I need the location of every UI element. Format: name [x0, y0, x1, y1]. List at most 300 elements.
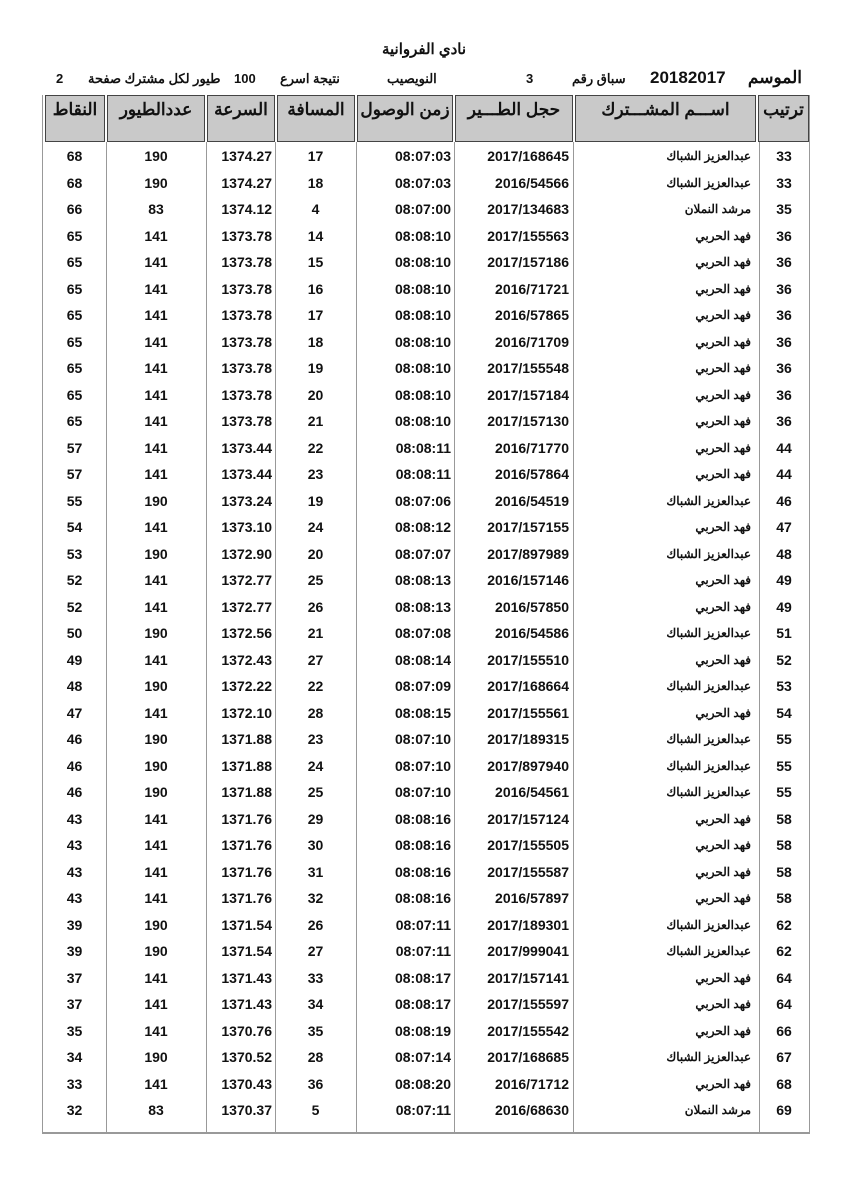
- table-row: [43, 991, 809, 1018]
- cell-ring: 2016/54561: [495, 784, 569, 800]
- cell-speed: 1370.52: [221, 1049, 272, 1065]
- cell-bird-count: 141: [144, 863, 168, 880]
- cell-participant: فهد الحربي: [695, 864, 751, 879]
- cell-arrival-time: 08:08:10: [394, 333, 451, 350]
- cell-points: 50: [66, 625, 83, 641]
- cell-points: 43: [66, 890, 83, 906]
- cell-arrival-time: 08:08:17: [394, 969, 451, 986]
- cell-distance: 31: [307, 863, 324, 880]
- cell-distance: 28: [307, 1049, 324, 1065]
- cell-bird-count: 190: [144, 492, 168, 509]
- cell-bird-count: 83: [148, 201, 164, 217]
- cell-points: 65: [66, 386, 83, 403]
- cell-speed: 1371.76: [221, 810, 272, 827]
- table-row: [43, 647, 809, 674]
- table-row: [43, 223, 809, 250]
- cell-bird-count: 141: [144, 439, 168, 456]
- cell-participant: فهد الحربي: [695, 361, 751, 375]
- cell-distance: 25: [307, 572, 324, 588]
- cell-rank: 49: [776, 572, 792, 588]
- cell-rank: 58: [776, 837, 792, 853]
- cell-distance: 17: [307, 307, 324, 323]
- cell-arrival-time: 08:07:11: [395, 916, 451, 933]
- cell-arrival-time: 08:07:09: [394, 678, 451, 694]
- cell-participant: فهد الحربي: [695, 970, 751, 985]
- cell-ring: 2016/71770: [495, 439, 569, 456]
- cell-distance: 16: [307, 280, 324, 297]
- table-row: [43, 753, 809, 780]
- cell-bird-count: 141: [144, 598, 168, 615]
- page-number: 2: [56, 71, 64, 86]
- col-header-bird-count: عددالطيور: [107, 95, 205, 142]
- cell-speed: 1371.43: [221, 969, 272, 986]
- cell-rank: 33: [776, 148, 792, 164]
- cell-points: 55: [66, 492, 83, 509]
- cell-participant: فهد الحربي: [695, 573, 751, 587]
- cell-distance: 23: [307, 731, 324, 747]
- cell-participant: عبدالعزيز الشباك: [666, 944, 751, 958]
- cell-rank: 58: [776, 863, 792, 880]
- cell-arrival-time: 08:08:16: [394, 810, 451, 827]
- cell-speed: 1371.76: [221, 863, 272, 880]
- cell-distance: 22: [307, 678, 324, 694]
- cell-speed: 1373.78: [221, 254, 272, 270]
- cell-bird-count: 141: [144, 969, 168, 986]
- cell-points: 57: [66, 466, 83, 482]
- cell-points: 68: [66, 148, 83, 164]
- cell-distance: 21: [307, 413, 324, 429]
- race-label: سباق رقم: [572, 71, 626, 86]
- cell-speed: 1373.44: [221, 439, 272, 456]
- cell-distance: 25: [307, 784, 324, 800]
- cell-participant: فهد الحربي: [695, 705, 751, 720]
- results-table: [42, 95, 810, 1134]
- season-label: الموسم: [747, 68, 802, 87]
- cell-participant: عبدالعزيز الشباك: [666, 785, 751, 799]
- cell-ring: 2016/57864: [495, 466, 569, 482]
- cell-arrival-time: 08:08:16: [394, 863, 451, 880]
- cell-distance: 36: [307, 1075, 324, 1092]
- cell-participant: فهد الحربي: [695, 387, 751, 402]
- cell-participant: فهد الحربي: [695, 811, 751, 826]
- cell-points: 65: [66, 254, 83, 270]
- cell-ring: 2017/155563: [487, 227, 569, 244]
- cell-rank: 36: [776, 386, 792, 403]
- cell-arrival-time: 08:07:14: [394, 1049, 451, 1065]
- cell-arrival-time: 08:07:10: [394, 784, 451, 800]
- table-row: [43, 620, 809, 647]
- cell-speed: 1373.78: [221, 386, 272, 403]
- cell-speed: 1374.12: [221, 201, 272, 217]
- cell-points: 47: [66, 704, 83, 721]
- cell-points: 57: [66, 439, 83, 456]
- cell-rank: 36: [776, 360, 792, 376]
- cell-bird-count: 190: [144, 545, 168, 562]
- cell-rank: 54: [776, 704, 792, 721]
- cell-points: 65: [66, 307, 83, 323]
- cell-points: 66: [66, 201, 83, 217]
- cell-rank: 58: [776, 810, 792, 827]
- cell-rank: 66: [776, 1022, 792, 1039]
- cell-distance: 27: [307, 943, 324, 959]
- col-header-arrival-time: زمن الوصول: [357, 95, 453, 142]
- cell-speed: 1373.10: [221, 519, 272, 535]
- cell-arrival-time: 08:07:07: [394, 545, 451, 562]
- cell-speed: 1370.37: [221, 1102, 272, 1118]
- cell-points: 65: [66, 227, 83, 244]
- cell-bird-count: 141: [144, 280, 168, 297]
- cell-ring: 2017/155510: [487, 651, 569, 668]
- table-row: [43, 276, 809, 303]
- cell-bird-count: 141: [144, 413, 168, 429]
- cell-participant: مرشد النملان: [684, 1103, 751, 1117]
- table-row: [43, 779, 809, 806]
- cell-speed: 1370.76: [221, 1022, 272, 1039]
- cell-ring: 2016/68630: [495, 1102, 569, 1118]
- cell-arrival-time: 08:08:20: [394, 1075, 451, 1092]
- cell-distance: 35: [307, 1022, 324, 1039]
- cell-participant: عبدالعزيز الشباك: [666, 626, 751, 640]
- cell-speed: 1373.24: [221, 492, 272, 509]
- cell-rank: 55: [776, 784, 792, 800]
- cell-points: 43: [66, 837, 83, 853]
- cell-distance: 17: [307, 148, 324, 164]
- cell-speed: 1372.77: [221, 572, 272, 588]
- cell-rank: 35: [776, 201, 792, 217]
- table-row: [43, 541, 809, 568]
- cell-participant: عبدالعزيز الشباك: [666, 679, 751, 693]
- cell-arrival-time: 08:08:16: [394, 837, 451, 853]
- cell-arrival-time: 08:07:10: [394, 731, 451, 747]
- cell-rank: 36: [776, 307, 792, 323]
- table-row: [43, 1018, 809, 1045]
- cell-distance: 21: [307, 625, 324, 641]
- table-row: [43, 461, 809, 488]
- cell-rank: 64: [776, 996, 792, 1012]
- cell-bird-count: 141: [144, 837, 168, 853]
- cell-bird-count: 141: [144, 996, 168, 1012]
- cell-bird-count: 190: [144, 148, 168, 164]
- cell-speed: 1372.43: [221, 651, 272, 668]
- table-row: [43, 249, 809, 276]
- cell-participant: فهد الحربي: [695, 1023, 751, 1038]
- cell-rank: 48: [776, 545, 792, 562]
- cell-points: 34: [66, 1049, 83, 1065]
- cell-speed: 1372.22: [221, 678, 272, 694]
- cell-speed: 1373.78: [221, 333, 272, 350]
- table-row: [43, 488, 809, 515]
- cell-rank: 44: [776, 466, 792, 482]
- cell-arrival-time: 08:08:15: [394, 704, 451, 721]
- cell-bird-count: 190: [144, 1049, 168, 1065]
- cell-distance: 29: [307, 810, 324, 827]
- cell-speed: 1372.10: [221, 704, 272, 721]
- cell-rank: 33: [776, 174, 792, 191]
- table-row: [43, 196, 809, 223]
- cell-bird-count: 190: [144, 731, 168, 747]
- cell-bird-count: 141: [144, 466, 168, 482]
- cell-rank: 67: [776, 1049, 792, 1065]
- table-row: [43, 1044, 809, 1071]
- cell-bird-count: 141: [144, 254, 168, 270]
- cell-participant: فهد الحربي: [695, 281, 751, 296]
- cell-ring: 2017/134683: [487, 201, 569, 217]
- cell-distance: 26: [307, 598, 324, 615]
- cell-bird-count: 141: [144, 890, 168, 906]
- cell-points: 65: [66, 413, 83, 429]
- cell-rank: 55: [776, 731, 792, 747]
- result-label: نتيجة اسرع: [280, 71, 340, 86]
- cell-arrival-time: 08:08:17: [394, 996, 451, 1012]
- cell-arrival-time: 08:07:03: [394, 148, 451, 164]
- cell-ring: 2016/157146: [487, 572, 569, 588]
- table-row: [43, 594, 809, 621]
- cell-ring: 2016/71709: [495, 333, 569, 350]
- cell-distance: 18: [307, 333, 324, 350]
- cell-rank: 47: [776, 519, 792, 535]
- cell-bird-count: 141: [144, 1022, 168, 1039]
- cell-bird-count: 141: [144, 1075, 168, 1092]
- cell-arrival-time: 08:08:14: [394, 651, 451, 668]
- cell-distance: 20: [307, 545, 324, 562]
- cell-participant: فهد الحربي: [695, 228, 751, 243]
- race-location: النويصيب: [387, 71, 437, 86]
- cell-participant: فهد الحربي: [695, 255, 751, 269]
- cell-rank: 58: [776, 890, 792, 906]
- cell-bird-count: 141: [144, 810, 168, 827]
- cell-participant: عبدالعزيز الشباك: [666, 149, 751, 163]
- cell-points: 46: [66, 784, 83, 800]
- cell-points: 43: [66, 810, 83, 827]
- cell-participant: عبدالعزيز الشباك: [666, 758, 751, 773]
- cell-ring: 2016/57865: [495, 307, 569, 323]
- cell-bird-count: 141: [144, 519, 168, 535]
- cell-points: 39: [66, 916, 83, 933]
- cell-bird-count: 190: [144, 757, 168, 774]
- cell-ring: 2017/157124: [487, 810, 569, 827]
- cell-bird-count: 141: [144, 651, 168, 668]
- table-row: [43, 859, 809, 886]
- col-header-speed: السرعة: [207, 95, 275, 142]
- cell-distance: 30: [307, 837, 324, 853]
- cell-points: 37: [66, 969, 83, 986]
- cell-participant: فهد الحربي: [695, 308, 751, 322]
- table-row: [43, 885, 809, 912]
- cell-rank: 44: [776, 439, 792, 456]
- cell-distance: 28: [307, 704, 324, 721]
- cell-bird-count: 190: [144, 943, 168, 959]
- cell-speed: 1372.90: [221, 545, 272, 562]
- cell-participant: فهد الحربي: [695, 997, 751, 1011]
- table-row: [43, 514, 809, 541]
- cell-ring: 2017/168645: [487, 148, 569, 164]
- cell-distance: 33: [307, 969, 324, 986]
- cell-ring: 2016/57850: [495, 598, 569, 615]
- cell-rank: 46: [776, 492, 792, 509]
- cell-ring: 2017/168685: [487, 1049, 569, 1065]
- col-header-participant: اســـم المشـــترك: [575, 95, 756, 142]
- cell-arrival-time: 08:08:10: [394, 254, 451, 270]
- cell-bird-count: 83: [148, 1102, 164, 1118]
- cell-ring: 2017/157141: [487, 969, 569, 986]
- cell-bird-count: 141: [144, 386, 168, 403]
- cell-arrival-time: 08:08:16: [394, 890, 451, 906]
- cell-distance: 5: [311, 1102, 320, 1118]
- cell-ring: 2017/157130: [487, 413, 569, 429]
- cell-participant: فهد الحربي: [695, 467, 751, 481]
- cell-speed: 1371.76: [221, 837, 272, 853]
- table-row: [43, 143, 809, 170]
- table-row: [43, 1071, 809, 1098]
- cell-distance: 18: [307, 174, 324, 191]
- cell-points: 48: [66, 678, 83, 694]
- cell-distance: 20: [307, 386, 324, 403]
- table-row: [43, 673, 809, 700]
- table-row: [43, 355, 809, 382]
- cell-ring: 2017/157186: [487, 254, 569, 270]
- cell-ring: 2016/54586: [495, 625, 569, 641]
- table-row: [43, 408, 809, 435]
- cell-arrival-time: 08:08:10: [394, 386, 451, 403]
- cell-arrival-time: 08:08:10: [394, 280, 451, 297]
- cell-rank: 36: [776, 413, 792, 429]
- cell-participant: عبدالعزيز الشباك: [666, 917, 751, 932]
- cell-ring: 2017/897940: [487, 757, 569, 774]
- table-row: [43, 567, 809, 594]
- table-row: [43, 302, 809, 329]
- cell-bird-count: 141: [144, 704, 168, 721]
- cell-ring: 2016/71721: [495, 280, 569, 297]
- cell-bird-count: 190: [144, 916, 168, 933]
- cell-rank: 36: [776, 280, 792, 297]
- cell-rank: 64: [776, 969, 792, 986]
- cell-bird-count: 190: [144, 678, 168, 694]
- cell-bird-count: 141: [144, 227, 168, 244]
- cell-arrival-time: 08:08:10: [394, 413, 451, 429]
- cell-speed: 1373.44: [221, 466, 272, 482]
- cell-points: 53: [66, 545, 83, 562]
- cell-distance: 14: [307, 227, 324, 244]
- cell-rank: 62: [776, 943, 792, 959]
- cell-distance: 34: [307, 996, 324, 1012]
- cell-participant: فهد الحربي: [695, 520, 751, 534]
- cell-distance: 15: [307, 254, 324, 270]
- cell-participant: عبدالعزيز الشباك: [666, 175, 751, 190]
- cell-ring: 2017/189315: [487, 731, 569, 747]
- cell-arrival-time: 08:07:00: [394, 201, 451, 217]
- cell-arrival-time: 08:07:06: [394, 492, 451, 509]
- cell-speed: 1374.27: [221, 148, 272, 164]
- cell-points: 65: [66, 333, 83, 350]
- cell-distance: 23: [307, 466, 324, 482]
- cell-ring: 2016/57897: [495, 890, 569, 906]
- cell-ring: 2017/168664: [487, 678, 569, 694]
- cell-arrival-time: 08:07:11: [395, 943, 451, 959]
- cell-arrival-time: 08:08:11: [395, 466, 451, 482]
- cell-ring: 2017/999041: [487, 943, 569, 959]
- cell-speed: 1371.88: [221, 784, 272, 800]
- cell-rank: 68: [776, 1075, 792, 1092]
- cell-speed: 1372.77: [221, 598, 272, 615]
- table-row: [43, 938, 809, 965]
- table-row: [43, 329, 809, 356]
- cell-rank: 36: [776, 254, 792, 270]
- season-value: 20182017: [650, 68, 726, 87]
- cell-arrival-time: 08:07:11: [395, 1102, 451, 1118]
- table-row: [43, 806, 809, 833]
- cell-arrival-time: 08:08:10: [394, 360, 451, 376]
- cell-speed: 1373.78: [221, 413, 272, 429]
- cell-ring: 2016/54519: [495, 492, 569, 509]
- cell-ring: 2017/155587: [487, 863, 569, 880]
- per-participant-label: طيور لكل مشترك صفحة: [88, 71, 221, 86]
- cell-speed: 1373.78: [221, 227, 272, 244]
- cell-speed: 1370.43: [221, 1075, 272, 1092]
- cell-speed: 1371.54: [221, 916, 272, 933]
- cell-points: 65: [66, 360, 83, 376]
- cell-speed: 1371.88: [221, 731, 272, 747]
- cell-bird-count: 141: [144, 333, 168, 350]
- cell-arrival-time: 08:08:12: [394, 519, 451, 535]
- cell-speed: 1373.78: [221, 280, 272, 297]
- cell-arrival-time: 08:08:10: [394, 227, 451, 244]
- race-number: 3: [526, 71, 534, 86]
- cell-arrival-time: 08:08:11: [395, 439, 451, 456]
- table-row: [43, 382, 809, 409]
- cell-arrival-time: 08:08:19: [394, 1022, 451, 1039]
- cell-rank: 55: [776, 757, 792, 774]
- table-row: [43, 912, 809, 939]
- cell-ring: 2017/155542: [487, 1022, 569, 1039]
- cell-points: 37: [66, 996, 83, 1012]
- cell-points: 52: [66, 598, 83, 615]
- cell-rank: 49: [776, 598, 792, 615]
- cell-ring: 2017/189301: [487, 916, 569, 933]
- table-row: [43, 965, 809, 992]
- cell-points: 46: [66, 731, 83, 747]
- cell-distance: 26: [307, 916, 324, 933]
- cell-arrival-time: 08:08:13: [394, 598, 451, 615]
- club-title: نادي الفروانية: [381, 41, 467, 58]
- cell-points: 32: [66, 1102, 83, 1118]
- cell-ring: 2017/155597: [487, 996, 569, 1012]
- col-header-rank: ترتيب: [758, 95, 809, 142]
- cell-ring: 2016/54566: [495, 174, 569, 191]
- cell-distance: 24: [307, 519, 324, 535]
- cell-distance: 4: [311, 201, 320, 217]
- cell-participant: فهد الحربي: [695, 1076, 751, 1091]
- cell-points: 46: [66, 757, 83, 774]
- cell-bird-count: 141: [144, 360, 168, 376]
- cell-speed: 1374.27: [221, 174, 272, 191]
- cell-speed: 1373.78: [221, 360, 272, 376]
- cell-rank: 62: [776, 916, 792, 933]
- cell-rank: 53: [776, 678, 792, 694]
- cell-points: 43: [66, 863, 83, 880]
- table-row: [43, 726, 809, 753]
- table-row: [43, 700, 809, 727]
- cell-rank: 51: [776, 625, 792, 641]
- cell-distance: 32: [307, 890, 324, 906]
- cell-bird-count: 190: [144, 784, 168, 800]
- cell-points: 33: [66, 1075, 83, 1092]
- cell-distance: 24: [307, 757, 324, 774]
- cell-ring: 2017/155548: [487, 360, 569, 376]
- cell-bird-count: 141: [144, 307, 168, 323]
- cell-speed: 1371.43: [221, 996, 272, 1012]
- col-header-distance: المسافة: [277, 95, 355, 142]
- cell-arrival-time: 08:08:13: [394, 572, 451, 588]
